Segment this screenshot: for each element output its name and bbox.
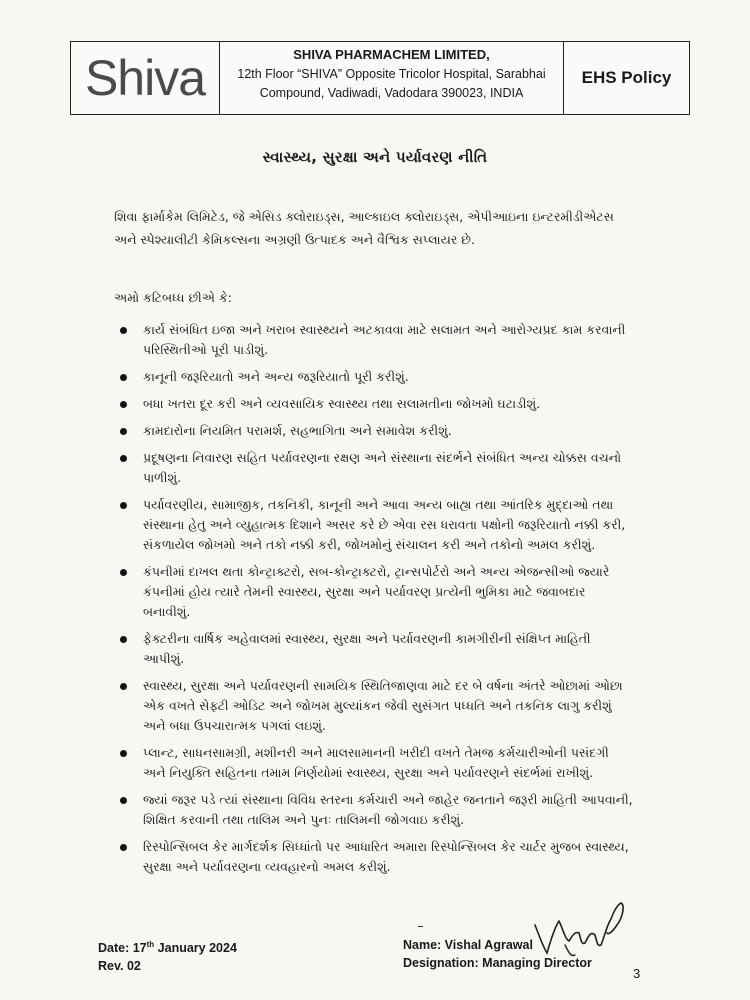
- company-name: SHIVA PHARMACHEM LIMITED,: [293, 47, 490, 62]
- list-item-text: કાનૂની જરૂરિયાતો અને અન્ય જરૂરિયાતો પૂરી કરીશું.: [143, 369, 409, 384]
- document-meta: [98, 936, 237, 975]
- list-item: [114, 790, 634, 830]
- list-item-text: જ્યાં જરૂર પડે ત્યાં સંસ્થાના વિવિધ સ્તરના કર્મચારી અને જાહેર જનતાને જરૂરી માહિતી આપવાની, શિક્ષિત કરવાની તથા તાલિમ અને પુનઃ તાલિમની જોગવાઇ કરીશું.: [143, 792, 633, 827]
- divider-mark: [418, 926, 423, 927]
- logo-cell: [71, 42, 220, 114]
- list-item: [114, 629, 634, 669]
- signatory-designation: Designation: Managing Director: [403, 956, 592, 970]
- address-line-2: Compound, Vadiwadi, Vadodara 390023, INDIA: [259, 86, 524, 100]
- bullet-icon: [120, 797, 127, 804]
- list-item: [114, 367, 634, 387]
- company-address-block: [220, 42, 564, 114]
- signature-image: [525, 895, 635, 965]
- commitment-list: [114, 320, 634, 884]
- list-item-text: રિસ્પોન્સિબલ કેર માર્ગદર્શક સિધ્ધાંતો પર આધારિત અમારા રિસ્પોન્સિબલ કેર ચાર્ટર મુજબ સ્વાસ્થ્ય, સુરક્ષા અને પર્યાવરણના વ્યવહારનો અમલ કરીશું.: [143, 839, 629, 874]
- bullet-icon: [120, 502, 127, 509]
- letterhead: [70, 41, 690, 115]
- list-item: [114, 448, 634, 488]
- list-item: [114, 394, 634, 414]
- date-ordinal: th: [146, 940, 155, 949]
- intro-paragraph: શિવા ફાર્માકેમ લિમિટેડ, જે એસિડ ક્લોરાઇડ્સ, આલ્કાઇલ ક્લોરાઇડ્સ, એપીઆઇના ઇન્ટરમીડીએટસ અને સ્પેશ્યાલીટી કેમિકલ્સના અગ્રણી ઉત્પાદક અને વૈશ્વિક સપ્લાયર છે.: [114, 209, 614, 247]
- list-item: [114, 837, 634, 877]
- list-item-text: પ્લાન્ટ, સાધનસામગ્રી, મશીનરી અને માલસામાનની ખરીદી વખતે તેમજ કર્મચારીઓની પસંદગી અને નિયુક્તિ સહિતના તમામ નિર્ણયોમાં સ્વાસ્થ્ય, સુરક્ષા અને પર્યાવરણને સંદર્ભમાં રાખીશું.: [143, 745, 609, 780]
- bullet-icon: [120, 401, 127, 408]
- signatory-name: Name: Vishal Agrawal: [403, 938, 533, 952]
- list-item-text: કંપનીમાં દાખલ થતા કોન્ટ્રાક્ટરો, સબ-કોન્ટ્રાક્ટરો, ટ્રાન્સપોર્ટરો અને અન્ય એજન્સીઓ જ્યારે કંપનીમાં હોય ત્યારે તેમની સ્વાસ્થ્ય, સુરક્ષા અને પર્યાવરણ પ્રત્યેની ભુમિકા માટે જવાબદાર બનાવીશું.: [143, 564, 610, 619]
- page-number: 3: [633, 966, 641, 981]
- list-item: [114, 676, 634, 736]
- bullet-icon: [120, 750, 127, 757]
- list-item: [114, 495, 634, 555]
- date-prefix: Date: 17: [98, 941, 147, 956]
- bullet-icon: [120, 327, 127, 334]
- issue-date: [98, 936, 237, 957]
- revision-number: Rev. 02: [98, 959, 141, 974]
- list-item: [114, 743, 634, 783]
- list-item-text: સ્વાસ્થ્ય, સુરક્ષા અને પર્યાવરણની સામયિક સ્થિતિજાણવા માટે દર બે વર્ષના અંતરે ઓછામાં ઓછા એક વખતે સેફ્ટી ઓડિટ અને જોખમ મુલ્યાંકન જેવી સુસંગત પધ્ધતિ અને તકનિક લાગુ કરીશું અને બધા ઉપચારાત્મક પગલાં લઇશું.: [143, 678, 623, 733]
- list-item-text: બધા ખતરા દૂર કરી અને વ્યવસાયિક સ્વાસ્થ્ય તથા સલામતીના જોખમો ઘટાડીશું.: [143, 396, 541, 411]
- bullet-icon: [120, 844, 127, 851]
- bullet-icon: [120, 636, 127, 643]
- address-line-1: 12th Floor “SHIVA” Opposite Tricolor Hospital, Sarabhai: [237, 67, 546, 81]
- list-item-text: પર્યાવરણીય, સામાજીક, તકનિકી, કાનૂની અને આવા અન્ય બાહ્ય તથા આંતરિક મુદ્દાઓ તથા સંસ્થાના હેતુ અને વ્યુહાત્મક દિશાને અસર કરે છે એવા રસ ધરાવતા પક્ષોની જરૂરિયાતો નક્કી કરી, સંકળાયેલ જોખમો અને તકો નક્કી કરી, જોખમોનું સંચાલન કરી અને તકોનો અમલ કરીશું.: [143, 497, 626, 552]
- list-item: [114, 320, 634, 360]
- list-item: [114, 562, 634, 622]
- list-item-text: પ્રદૂષણના નિવારણ સહિત પર્યાવરણના રક્ષણ અને સંસ્થાના સંદર્ભને સંબંધિત અન્ય ચોક્કસ વચનો પાળીશું.: [143, 450, 622, 485]
- list-item-text: કામદારોના નિયમિત પરામર્શ, સહભાગિતા અને સમાવેશ કરીશું.: [143, 423, 452, 438]
- commitment-intro: અમો કટિબધ્ધ છીએ કે:: [114, 290, 232, 305]
- date-suffix: January 2024: [154, 941, 237, 956]
- list-item-text: કાર્ય સંબંધિત ઇજા અને ખરાબ સ્વાસ્થ્યને અટકાવવા માટે સલામત અને આરોગ્યપ્રદ કામ કરવાની પરિસ્થિતીઓ પૂરી પાડીશું.: [143, 322, 626, 357]
- list-item-text: ફેક્ટરીના વાર્ષિક અહેવાલમાં સ્વાસ્થ્ય, સુરક્ષા અને પર્યાવરણની કામગીરીની સંક્ષિપ્ત માહિતી આપીશું.: [143, 631, 591, 666]
- list-item: [114, 421, 634, 441]
- bullet-icon: [120, 455, 127, 462]
- company-logo: Shiva: [84, 50, 206, 106]
- document-title: સ્વાસ્થ્ય, સુરક્ષા અને પર્યાવરણ નીતિ: [262, 148, 488, 166]
- bullet-icon: [120, 428, 127, 435]
- bullet-icon: [120, 683, 127, 690]
- policy-label: EHS Policy: [581, 68, 672, 87]
- bullet-icon: [120, 374, 127, 381]
- bullet-icon: [120, 569, 127, 576]
